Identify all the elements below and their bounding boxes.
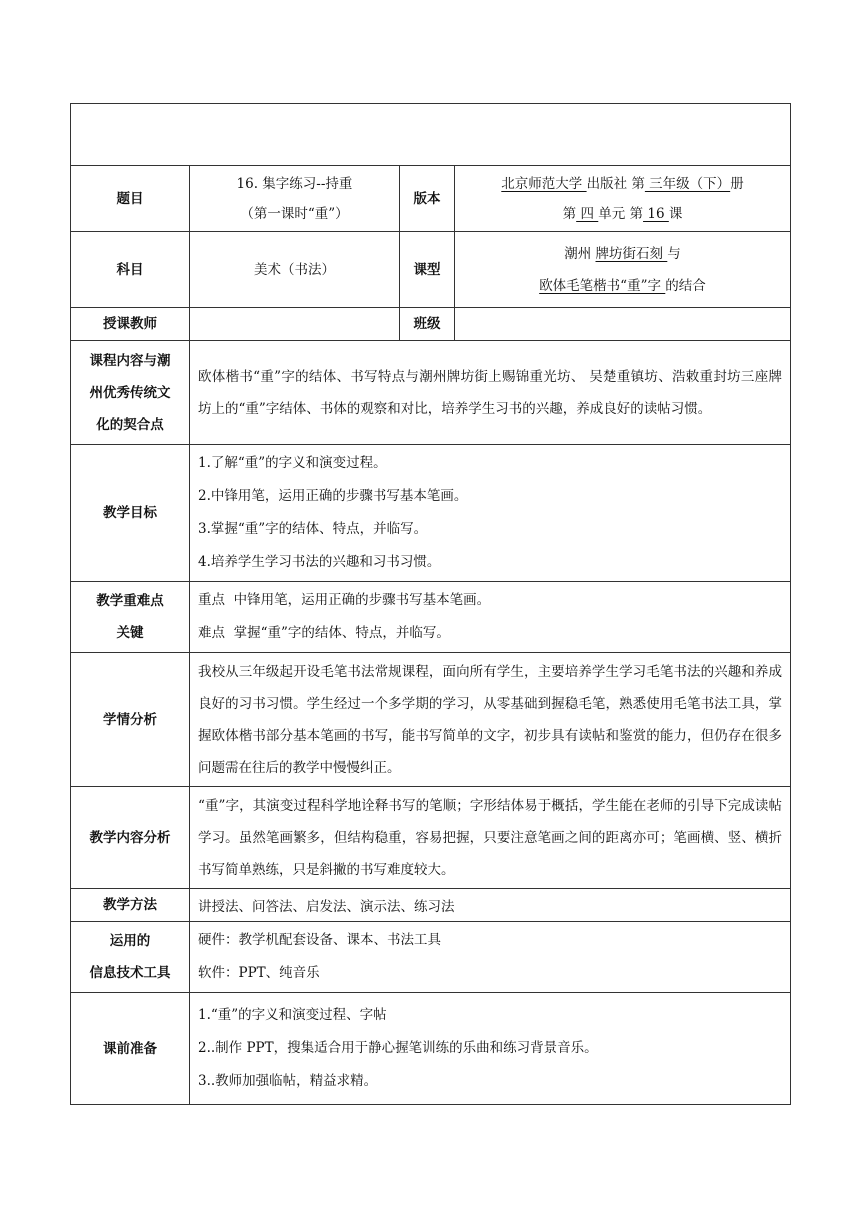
key-points-content [190, 582, 791, 653]
culture-label-line-1: 课程内容与潮 [89, 352, 171, 369]
edition-label: 版本 [400, 166, 455, 232]
goal-item: 2.中锋用笔，运用正确的步骤书写基本笔画。 [198, 488, 468, 504]
student-analysis-row [71, 653, 791, 787]
student-analysis-content [190, 653, 791, 787]
blank-header-cell [71, 104, 791, 166]
type-line-2 [455, 270, 790, 302]
prep-item: 2..制作 PPT，搜集适合用于静心握笔训练的乐曲和练习背景音乐。 [198, 1040, 598, 1056]
tools-label-line-1: 运用的 [109, 933, 151, 949]
class-label: 班级 [400, 308, 455, 341]
edition-grade: 三年级（下） [644, 175, 731, 192]
class-value [455, 308, 791, 341]
type-prefix: 潮州 [564, 245, 596, 262]
type-label: 课型 [400, 232, 455, 308]
edition-line-2 [455, 199, 790, 229]
edition-unit: 四 [576, 205, 599, 222]
lesson-plan-table [70, 103, 791, 1105]
prep-label: 课前准备 [71, 993, 190, 1105]
edition-lesson: 16 [643, 205, 669, 222]
goal-item: 3.掌握“重”字的结体、特点，并临写。 [198, 521, 428, 537]
culture-label [71, 341, 190, 445]
title-line-1: 16. 集字练习--持重 [236, 175, 353, 192]
type-value [455, 232, 791, 308]
type-place: 牌坊街石刻 [595, 245, 668, 262]
title-value [190, 166, 400, 232]
prep-item: 1.“重”的字义和演变过程、字帖 [198, 1007, 387, 1023]
edition-volume-suffix: 册 [730, 175, 744, 192]
teacher-row [71, 308, 791, 341]
teacher-value [190, 308, 400, 341]
content-analysis-text: “重”字，其演变过程科学地诠释书写的笔顺；字形结体易于概括，学生能在老师的引导下完成读帖学习。虽然笔画繁多，但结构稳重，容易把握，只要注意笔画之间的距离亦可；笔画横、竖、横折书写简单熟练，只是斜撇的书写难度较大。 [198, 797, 782, 878]
edition-publisher: 北京师范大学 [501, 175, 587, 192]
culture-text: 欧体楷书“重”字的结体、书写特点与潮州牌坊街上赐锦重光坊、 吴楚重镇坊、浩敕重封坊三座牌坊上的“重”字结体、书体的观察和对比，培养学生习书的兴趣，养成良好的读帖习惯。 [198, 368, 782, 417]
tools-content [190, 922, 791, 993]
culture-row [71, 341, 791, 445]
edition-lesson-suffix: 课 [668, 205, 683, 222]
goals-row [71, 445, 791, 582]
content-analysis-row [71, 787, 791, 889]
tools-label-line-2: 信息技术工具 [89, 965, 171, 981]
type-end: 的结合 [665, 277, 706, 294]
edition-value [455, 166, 791, 232]
key-points-label-line-1: 教学重难点 [96, 593, 164, 609]
type-line-1 [455, 238, 790, 270]
key-points-label-line-2: 关键 [116, 625, 144, 641]
edition-unit-prefix: 第 [562, 205, 577, 222]
tool-item: 软件：PPT、纯音乐 [198, 965, 320, 981]
goals-content [190, 445, 791, 582]
prep-row [71, 993, 791, 1105]
blank-header-row [71, 104, 791, 166]
subject-row [71, 232, 791, 308]
type-suffix: 与 [667, 245, 681, 262]
key-points-label [71, 582, 190, 653]
title-label: 题目 [71, 166, 190, 232]
student-analysis-text: 我校从三年级起开设毛笔书法常规课程，面向所有学生，主要培养学生学习毛笔书法的兴趣和养成良好的习书习惯。学生经过一个多学期的学习，从零基础到握稳毛笔，熟悉使用毛笔书法工具，掌握欧体楷书部分基本笔画的书写，能书写简单的文字，初步具有读帖和鉴赏的能力，但仍存在很多问题需在往后的教学中慢慢纠正。 [198, 663, 782, 776]
methods-label: 教学方法 [71, 889, 190, 922]
tool-item: 硬件：教学机配套设备、课本、书法工具 [198, 932, 441, 948]
content-analysis-label: 教学内容分析 [71, 787, 190, 889]
methods-content: 讲授法、问答法、启发法、演示法、练习法 [190, 889, 791, 922]
key-point-item: 难点 掌握“重”字的结体、特点，并临写。 [198, 625, 450, 641]
teacher-label: 授课教师 [71, 308, 190, 341]
culture-label-line-3: 化的契合点 [96, 416, 164, 433]
culture-content [190, 341, 791, 445]
culture-label-line-2: 州优秀传统文 [89, 384, 171, 401]
type-style: 欧体毛笔楷书“重”字 [539, 277, 666, 294]
content-analysis-content [190, 787, 791, 889]
title-row [71, 166, 791, 232]
key-points-row [71, 582, 791, 653]
prep-content [190, 993, 791, 1105]
edition-unit-suffix: 单元 第 [598, 205, 644, 222]
goal-item: 1.了解“重”的字义和演变过程。 [198, 455, 387, 471]
subject-label: 科目 [71, 232, 190, 308]
goals-label: 教学目标 [71, 445, 190, 582]
student-analysis-label: 学情分析 [71, 653, 190, 787]
subject-value: 美术（书法） [190, 232, 400, 308]
prep-item: 3..教师加强临帖，精益求精。 [198, 1073, 378, 1089]
methods-row [71, 889, 791, 922]
edition-publisher-suffix: 出版社 第 [586, 175, 645, 192]
tools-label [71, 922, 190, 993]
edition-line-1 [455, 169, 790, 199]
key-point-item: 重点 中锋用笔，运用正确的步骤书写基本笔画。 [198, 592, 491, 608]
goal-item: 4.培养学生学习书法的兴趣和习书习惯。 [198, 554, 441, 570]
title-line-2: （第一课时“重”） [240, 205, 349, 222]
tools-row [71, 922, 791, 993]
